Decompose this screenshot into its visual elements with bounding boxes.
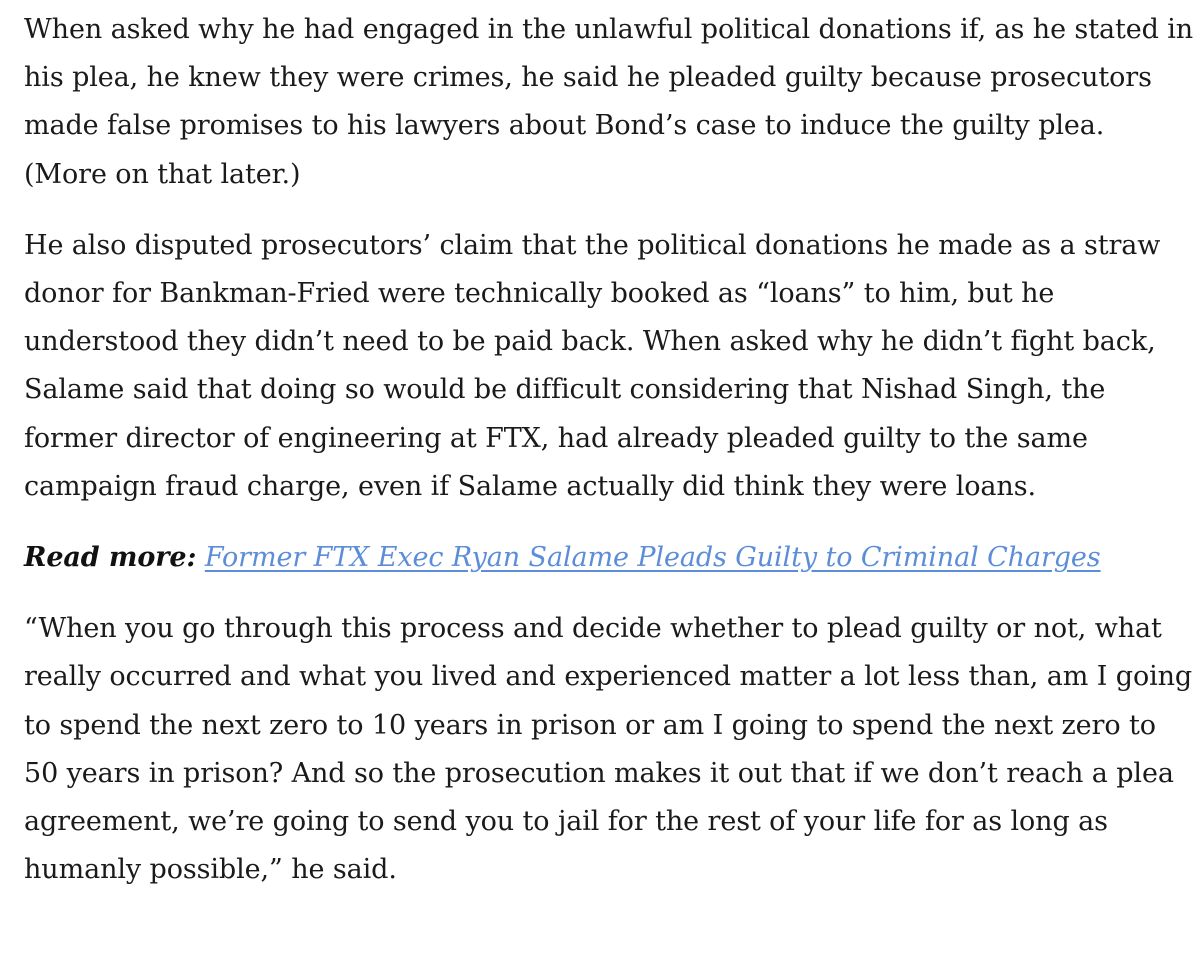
article-body [24,6,1194,917]
read-more [24,534,1194,582]
read-more-label: Read more: [24,542,197,574]
article-paragraph: When asked why he had engaged in the unlawful political donations if, as he stated in his plea, he knew they were crimes, he said he pleaded guilty because prosecutors made false promises to his lawyers about Bond’s case to induce the guilty plea. (More on that later.) [24,14,1194,190]
article-paragraph: He also disputed prosecutors’ claim that the political donations he made as a straw donor for Bankman-Fried were technically booked as “loans” to him, but he understood they didn’t need to be paid back. When asked why he didn’t fight back, Salame said that doing so would be difficult considering that Nishad Singh, the former director of engineering at FTX, had already pleaded guilty to the same campaign fraud charge, even if Salame actually did think they were loans. [24,229,1161,502]
article-quote: “When you go through this process and decide whether to plead guilty or not, what really occurred and what you lived and experienced matter a lot less than, am I going to spend the next zero to 10 years in prison or am I going to spend the next zero to 50 years in prison? And so the prosecution makes it out that if we don’t reach a plea agreement, we’re going to send you to jail for the rest of your life for as long as humanly possible,” he said. [24,613,1193,886]
read-more-link[interactable]: Former FTX Exec Ryan Salame Pleads Guilty to Criminal Charges [204,542,1101,574]
